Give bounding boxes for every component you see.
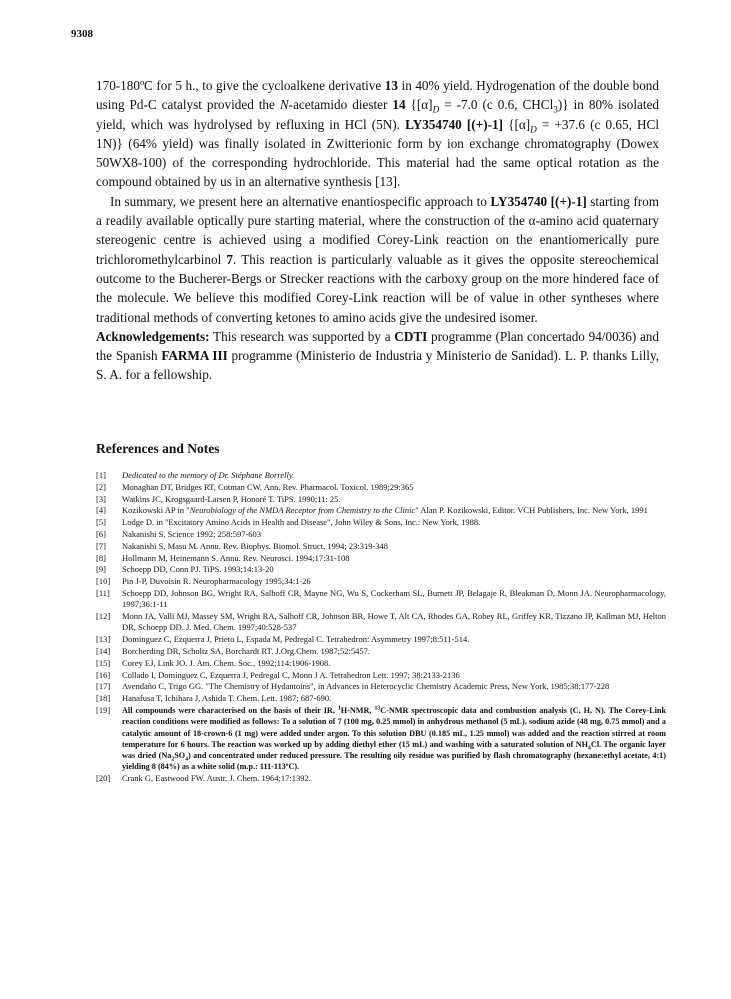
- text-run: Schoepp DD, Conn PJ. TiPS. 1993;14:13-20: [122, 564, 274, 575]
- reference-text: [122, 588, 666, 611]
- reference-text: [122, 773, 666, 784]
- reference-number: [11]: [96, 587, 110, 598]
- reference-number: [13]: [96, 634, 111, 645]
- text-run: C-NMR spectroscopic data and combustion analysis (C, H, N). The Corey-Link reaction conditions were modified as follows: To a solution of 7 (100 mg, 0.25 mmol) in anhydrous methanol (5 mL), sodium azide (48 mg, 0.75 mmol) and a catalytic amount of 18-crown-6 (1 mg) were added under argon. To this solution DBU (0.185 mL, 1.25 mmol) was added and the reaction stirred at room temperature for 6 hours. The reaction was worked up by adding diethyl ether (15 mL) and washing with a saturated solution of NH: [122, 705, 667, 749]
- reference-item: [96, 681, 666, 692]
- text-run: programme (Ministerio de Industria y Ministerio de Sanidad). L. P. thanks Lilly, S. A. for a fellowship.: [96, 348, 659, 383]
- text-run: Kozikowski AP in ": [122, 505, 190, 516]
- reference-number: [3]: [96, 493, 106, 504]
- page-number: 9308: [71, 28, 93, 40]
- text-run: Acknowledgements:: [96, 328, 210, 344]
- reference-item: [96, 611, 666, 634]
- text-run: starting from a readily available optically pure starting material, where the construction of the α-amino acid quaternary stereogenic centre is achieved using a modified Corey-Link reaction on the enantiomerically pure trichloromethylcarbinol: [96, 193, 660, 267]
- reference-number: [17]: [96, 681, 111, 692]
- text-run: LY354740 [(+)-1]: [490, 193, 587, 209]
- text-run: " Alan P. Kozikowski, Editor. VCH Publishers, Inc. New York, 1991: [415, 505, 648, 516]
- references-heading: References and Notes: [96, 441, 220, 456]
- text-run: Avendaño C, Trigo GG. "The Chemistry of Hydantoins", in Advances in Heterocyclic Chemistry Academic Press, New York, 1985;38:177-228: [122, 681, 610, 692]
- reference-item: [96, 517, 666, 528]
- text-run: Watkins JC, Krogsgaard-Larsen P, Honoré T. TiPS. 1990;11: 25.: [122, 493, 341, 504]
- text-run: 1: [337, 705, 341, 712]
- text-run: 170-180ºC for 5 h., to give the cycloalkene derivative: [96, 78, 385, 93]
- body-text: [96, 76, 659, 385]
- text-run: 7: [226, 251, 233, 267]
- reference-text: [122, 646, 666, 657]
- text-run: 4: [588, 745, 591, 752]
- text-run: {[α]: [502, 116, 531, 132]
- reference-number: [1]: [96, 470, 106, 480]
- reference-number: [19]: [96, 704, 111, 715]
- reference-text: [122, 693, 666, 704]
- reference-item: [96, 470, 666, 481]
- reference-text: [122, 634, 666, 645]
- text-run: Monn JA, Valli MJ, Massey SM, Wright RA, Salhoff CR, Johnson BR, Howe T, Alt CA, Rhodes GA, Robey RL, Griffey KR, Tizzano JP, Kallman MJ, Helton DR, Schoepp DD. J. Med. Chem. 1997;40:528-537: [122, 611, 666, 633]
- reference-item: [96, 634, 666, 645]
- text-run: H-NMR,: [340, 705, 375, 715]
- text-run: Domínguez C, Ezquerra J, Prieto L, Espada M, Pedregal C. Tetrahedron: Asymmetry 1997;8:511-514.: [122, 634, 470, 645]
- reference-item: [96, 576, 666, 587]
- reference-number: [12]: [96, 611, 111, 622]
- text-run: in 40% yield. Hydrogenation of the double bond using Pd-C catalyst provided the: [96, 78, 659, 113]
- text-run: programme (Plan concertado 94/0036) and the Spanish: [96, 328, 659, 364]
- text-run: N: [279, 97, 289, 113]
- reference-number: [16]: [96, 669, 111, 680]
- text-run: = +37.6 (c 0.65, HCl 1N)} (64% yield) was finally isolated in Zwitterionic form by ion exchange chromatography (Dowex 50WX8-100) of the corresponding hydrochloride. This material had the same optical rotation as the compound obtained by us in an alternative synthesis [13].: [96, 116, 659, 190]
- text-run: )} in 80% isolated yield, which was hydrolysed by refluxing in HCl (5N).: [96, 97, 660, 132]
- text-run: {[α]: [405, 97, 433, 113]
- text-run: 4: [185, 756, 189, 763]
- text-run: ) and concentrated under reduced pressure. The resulting oily residue was purified by flash chromatography (hexane:ethyl acetate, 4:1) yielding 8 (84%) as a white solid (m.p.: 111-113ºC).: [122, 751, 666, 772]
- paragraph: [96, 76, 659, 192]
- text-run: Collado I, Domínguez C, Ezquerra J, Pedregal C, Monn J A. Tetrahedron Lett. 1997; 38:2133-2136: [122, 669, 460, 680]
- text-run: Hanafusa T, Ichihara J, Ashida T. Chem. Lett. 1987; 687-690.: [122, 693, 332, 704]
- references-list: [96, 470, 666, 785]
- reference-number: [18]: [96, 693, 111, 704]
- reference-text: [122, 576, 666, 587]
- reference-text: [122, 541, 666, 552]
- text-run: In summary, we present here an alternative enantiospecific approach to: [110, 193, 491, 209]
- reference-number: [6]: [96, 528, 106, 539]
- reference-text: [122, 517, 666, 528]
- reference-item: [96, 553, 666, 564]
- reference-text: [122, 564, 666, 575]
- text-run: Borcherding DR, Scholtz SA, Borchardt RT. J.Org.Chem. 1987;52:5457.: [122, 645, 371, 656]
- text-run: -acetamido diester: [288, 97, 393, 113]
- reference-item: [96, 494, 666, 505]
- text-run: 13: [374, 705, 381, 712]
- text-run: Monaghan DT, Bridges RT, Cotman CW. Ann. Rev. Pharmacol. Toxicol. 1989;29:365: [122, 481, 414, 492]
- text-run: 2: [171, 756, 175, 763]
- reference-item: [96, 588, 666, 611]
- text-run: = -7.0 (c 0.6, CHCl: [439, 97, 554, 113]
- text-run: Lodge D. in "Excitatory Amino Acids in Health and Disease", John Wiley & Sons, Inc.: New York, 1988.: [122, 517, 481, 528]
- reference-text: [122, 681, 666, 692]
- reference-number: [14]: [96, 645, 111, 656]
- reference-item: [96, 773, 666, 784]
- text-run: FARMA III: [161, 348, 228, 364]
- reference-text: [122, 658, 666, 669]
- reference-item: [96, 646, 666, 657]
- text-run: LY354740 [(+)-1]: [405, 116, 503, 132]
- reference-item: [96, 541, 666, 552]
- text-run: Corey EJ, Link JO. J. Am. Chem. Soc., 1992;114:1906-1908.: [122, 657, 331, 668]
- reference-number: [7]: [96, 540, 106, 551]
- reference-number: [20]: [96, 773, 111, 784]
- text-run: CDTI: [394, 328, 428, 344]
- reference-text: [122, 482, 666, 493]
- reference-number: [10]: [96, 576, 111, 587]
- reference-item: [96, 705, 666, 773]
- reference-text: [122, 494, 666, 505]
- reference-item: [96, 482, 666, 493]
- paragraph: [96, 327, 659, 385]
- reference-text: [122, 553, 666, 564]
- reference-number: [2]: [96, 481, 106, 492]
- reference-item: [96, 505, 666, 516]
- reference-item: [96, 693, 666, 704]
- text-run: D: [432, 104, 440, 115]
- text-run: Hollmann M, Heinemann S. Annu. Rev. Neurosci. 1994;17:31-108: [122, 552, 350, 563]
- text-run: 3: [553, 104, 558, 115]
- reference-number: [8]: [96, 552, 106, 563]
- text-run: D: [530, 124, 537, 135]
- reference-number: [4]: [96, 505, 106, 516]
- reference-item: [96, 564, 666, 575]
- reference-item: [96, 670, 666, 681]
- reference-text: [122, 529, 666, 540]
- reference-item: [96, 658, 666, 669]
- reference-item: [96, 529, 666, 540]
- text-run: Neurobiology of the NMDA Receptor from Chemistry to the Clinic: [189, 505, 416, 516]
- text-run: SO: [174, 751, 186, 761]
- text-run: Nakanishi S, Masu M. Annu. Rev. Biophys. Biomol. Struct. 1994; 23:319-348: [122, 540, 389, 551]
- text-run: All compounds were characterised on the basis of their IR,: [122, 705, 338, 715]
- text-run: . This reaction is particularly valuable as it gives the opposite stereochemical outcome to the Bucherer-Bergs or Strecker reactions with the carboxy group on the more hindered face of the molecule. We believe this modified Corey-Link reaction will be of value in other syntheses where traditional methods of converting ketones to amino acids give the undesired isomer.: [96, 251, 659, 325]
- reference-text: [122, 470, 666, 481]
- reference-number: [15]: [96, 657, 111, 668]
- text-run: 13: [384, 78, 398, 93]
- text-run: This research was supported by a: [209, 328, 395, 344]
- reference-text: [122, 505, 666, 516]
- text-run: 14: [392, 97, 406, 113]
- reference-text: [122, 670, 666, 681]
- text-run: Nakanishi S. Science 1992; 258:597-603: [122, 528, 262, 539]
- reference-number: [5]: [96, 517, 106, 528]
- reference-text: [122, 705, 666, 773]
- paragraph: [96, 192, 659, 327]
- reference-text: [122, 611, 666, 634]
- text-run: Schoepp DD, Johnson BG, Wright RA, Salhoff CR, Mayne NG, Wu S, Cockerham SL, Burnett JP, Belagaje R, Bleakman D, Monn JA. Neuropharmacology, 1997;36:1-11: [122, 587, 666, 610]
- text-run: Dedicated to the memory of Dr. Stéphane Borrelly.: [122, 470, 295, 480]
- text-run: Pin J-P, Duvoisin R. Neuropharmacology 1995;34:1-26: [122, 576, 311, 587]
- text-run: Cl. The organic layer was dried (Na: [122, 739, 667, 761]
- reference-number: [9]: [96, 564, 106, 575]
- text-run: Crank G, Eastwood FW. Austr. J. Chem. 1964;17:1392.: [122, 773, 311, 784]
